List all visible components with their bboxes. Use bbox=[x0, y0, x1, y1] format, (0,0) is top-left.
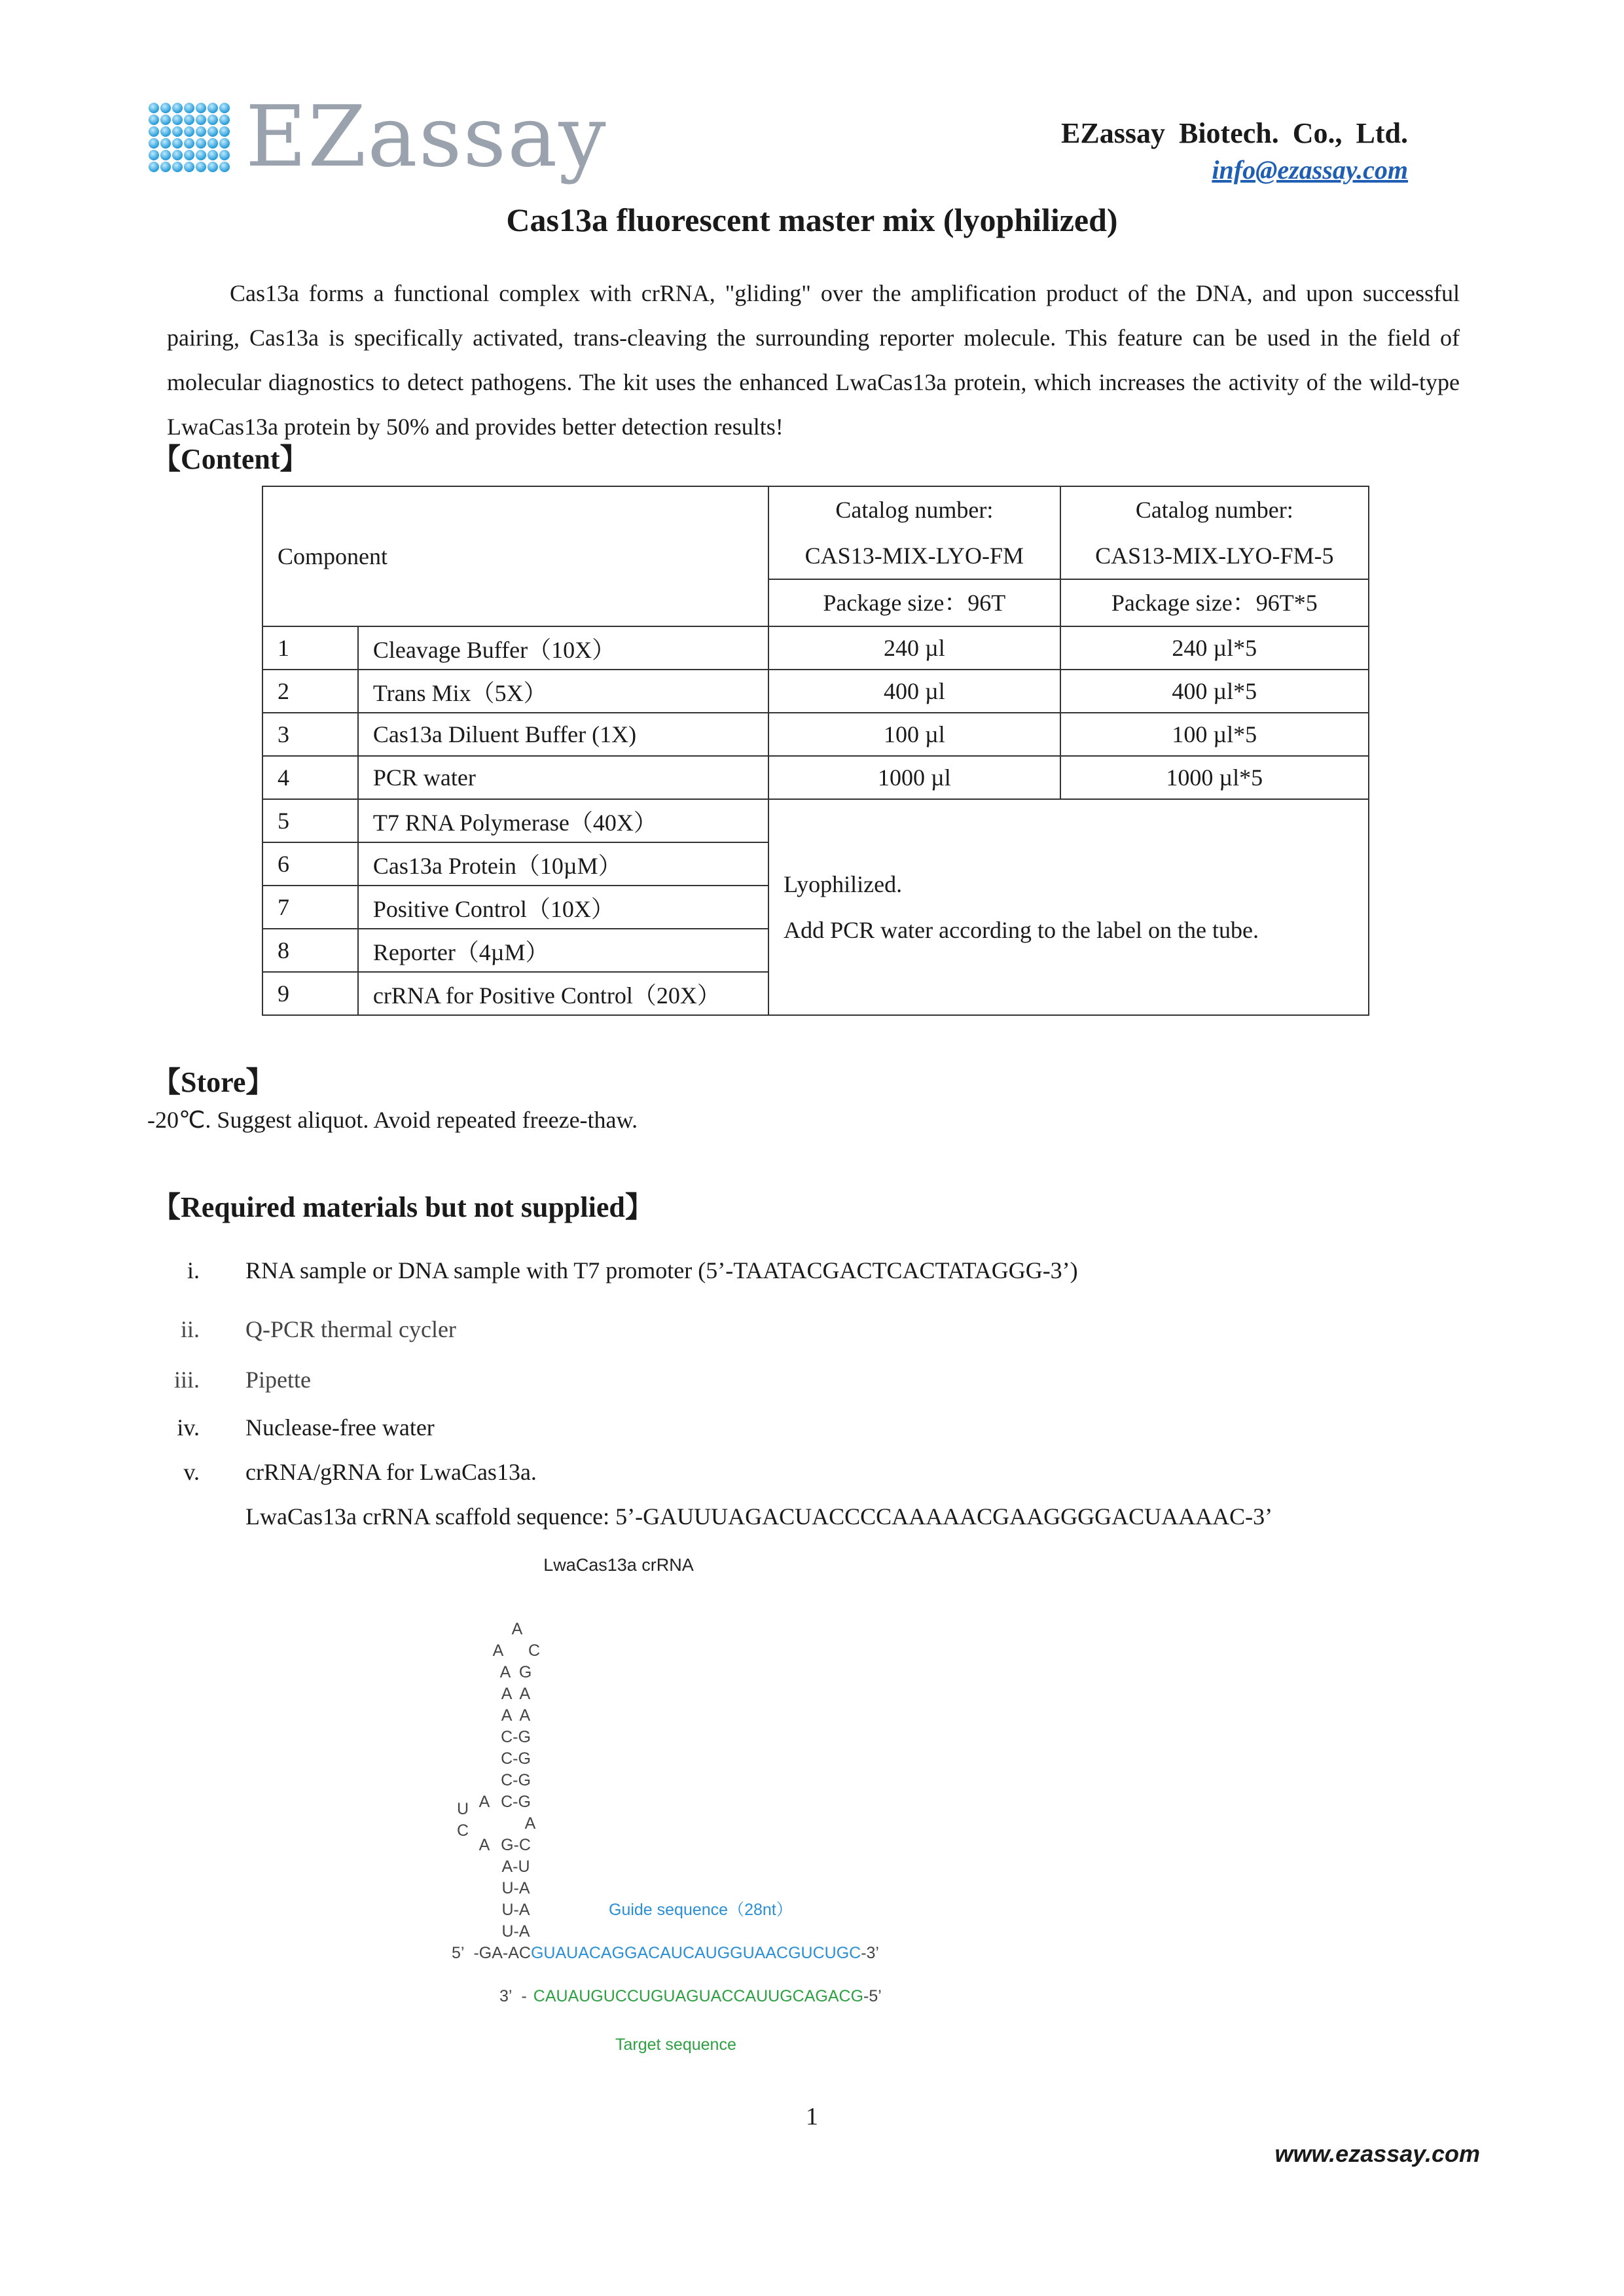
logo-wordmark: EZassay bbox=[245, 88, 607, 186]
bulge-a-upper: A bbox=[478, 1793, 490, 1811]
logo-dot bbox=[160, 162, 171, 172]
logo-dot bbox=[184, 103, 194, 113]
logo-dot bbox=[172, 138, 183, 149]
logo-dot bbox=[149, 103, 159, 113]
logo-dot bbox=[149, 115, 159, 125]
loop-left: A bbox=[492, 1641, 504, 1660]
logo-dot bbox=[172, 115, 183, 125]
row-component: crRNA for Positive Control（20X） bbox=[358, 972, 768, 1015]
lower-pair: U-A bbox=[501, 1922, 530, 1941]
company-logo bbox=[147, 88, 607, 187]
logo-dot bbox=[184, 150, 194, 160]
intro-paragraph: Cas13a forms a functional complex with crRNA, "gliding" over the amplification product of the DNA, and upon successful pairing, Cas13a is specifically activated, trans-cleaving the surrounding reporter molecule. This feature can be used in the field of molecular diagnostics to detect pathogens. The kit uses the enhanced LwaCas13a protein, which increases the activity of the wild-type LwaCas13a protein by 50% and provides better detection results! bbox=[167, 280, 1460, 440]
target-strand bbox=[499, 1987, 882, 2005]
logo-dot bbox=[196, 115, 206, 125]
material-item: Nuclease-free water bbox=[245, 1414, 435, 1441]
row-number: 3 bbox=[262, 713, 358, 756]
crrna-prefix: -GA-AC bbox=[473, 1944, 531, 1962]
material-item: crRNA/gRNA for LwaCas13a. bbox=[245, 1459, 537, 1485]
logo-dot bbox=[160, 103, 171, 113]
bulge-u: U bbox=[456, 1800, 469, 1818]
catalog-1-number: CAS13-MIX-LYO-FM bbox=[804, 543, 1024, 569]
logo-dot bbox=[149, 138, 159, 149]
component-header-cell: Component bbox=[262, 486, 768, 626]
logo-dot bbox=[149, 162, 159, 172]
logo-dot bbox=[149, 150, 159, 160]
content-heading: 【Content】 bbox=[152, 443, 309, 475]
logo-dots-icon bbox=[147, 101, 234, 172]
catalog-2-header-cell bbox=[1060, 486, 1369, 626]
logo-dot bbox=[208, 150, 218, 160]
logo-dot bbox=[184, 138, 194, 149]
logo-dot bbox=[172, 103, 183, 113]
catalog-2-label: Catalog number: bbox=[1135, 497, 1293, 523]
row-volume-2: 240 µl*5 bbox=[1060, 626, 1369, 670]
lower-pair: U-A bbox=[501, 1901, 530, 1919]
row-number: 5 bbox=[262, 799, 358, 842]
row-volume-1: 100 µl bbox=[768, 713, 1060, 756]
row-component: Reporter（4µM） bbox=[358, 929, 768, 972]
table-row bbox=[262, 670, 1369, 713]
row-component: Cleavage Buffer（10X） bbox=[358, 626, 768, 670]
loop-top: A bbox=[511, 1620, 523, 1638]
table-row bbox=[262, 713, 1369, 756]
crrna-3prime: -3’ bbox=[861, 1944, 879, 1962]
row-component: PCR water bbox=[358, 756, 768, 799]
package-1-size: Package size：96T bbox=[769, 579, 1059, 626]
row-number: 7 bbox=[262, 886, 358, 929]
logo-dot bbox=[208, 162, 218, 172]
logo-dot bbox=[219, 103, 230, 113]
logo-dot bbox=[196, 138, 206, 149]
logo-dot bbox=[172, 126, 183, 137]
scaffold-sequence: LwaCas13a crRNA scaffold sequence: 5’-GAUUUAGACUACCCCAAAAACGAAGGGGACUAAAAC-3’ bbox=[245, 1503, 1273, 1530]
lower-pair: U-A bbox=[501, 1879, 530, 1897]
catalog-1-header-cell bbox=[768, 486, 1060, 626]
logo-dot bbox=[184, 162, 194, 172]
logo-dot bbox=[196, 150, 206, 160]
logo-dot bbox=[160, 126, 171, 137]
target-3prime: 3’ bbox=[499, 1987, 513, 2005]
guide-label: Guide sequence（28nt） bbox=[609, 1901, 793, 1919]
contact-email-link[interactable]: info@ezassay.com bbox=[1212, 155, 1408, 185]
material-item: Pipette bbox=[245, 1367, 311, 1393]
logo-dot bbox=[219, 162, 230, 172]
row-volume-2: 400 µl*5 bbox=[1060, 670, 1369, 713]
logo-dot bbox=[172, 162, 183, 172]
material-number: iv. bbox=[177, 1414, 200, 1441]
logo-dot bbox=[219, 115, 230, 125]
lyophilized-line-2: Add PCR water according to the label on the tube. bbox=[784, 917, 1259, 943]
logo-dot bbox=[208, 138, 218, 149]
content-table bbox=[262, 486, 1369, 1016]
row-number: 2 bbox=[262, 670, 358, 713]
logo-dot bbox=[184, 115, 194, 125]
material-item: Q-PCR thermal cycler bbox=[245, 1316, 456, 1342]
row-number: 6 bbox=[262, 842, 358, 886]
row-volume-2: 100 µl*5 bbox=[1060, 713, 1369, 756]
row-number: 9 bbox=[262, 972, 358, 1015]
row-volume-1: 240 µl bbox=[768, 626, 1060, 670]
package-2-size: Package size：96T*5 bbox=[1061, 579, 1368, 626]
company-name: EZassay Biotech. Co., Ltd. bbox=[1061, 117, 1408, 149]
catalog-1-label: Catalog number: bbox=[835, 497, 994, 523]
website-link[interactable]: www.ezassay.com bbox=[1274, 2140, 1480, 2167]
material-item: RNA sample or DNA sample with T7 promoter (5’-TAATACGACTCACTATAGGG-3’) bbox=[245, 1257, 1078, 1283]
logo-dot bbox=[160, 150, 171, 160]
table-header-row bbox=[262, 486, 1369, 626]
row-volume-2: 1000 µl*5 bbox=[1060, 756, 1369, 799]
logo-dot bbox=[208, 103, 218, 113]
stem-pair: C-G bbox=[501, 1771, 531, 1789]
bulge-a-lower: A bbox=[478, 1836, 490, 1854]
logo-dot bbox=[208, 126, 218, 137]
target-sequence: CAUAUGUCCUGUAGUACCAUUGCAGACG bbox=[533, 1987, 864, 2005]
target-dash: - bbox=[521, 1987, 527, 2005]
stem-pair: A A bbox=[501, 1706, 531, 1725]
lyophilized-line-1: Lyophilized. bbox=[784, 871, 903, 897]
row-volume-1: 1000 µl bbox=[768, 756, 1060, 799]
logo-dot bbox=[149, 126, 159, 137]
logo-dot bbox=[196, 126, 206, 137]
diagram-title: LwaCas13a crRNA bbox=[543, 1555, 694, 1575]
loop-right: C bbox=[528, 1641, 541, 1660]
lower-pair: A-U bbox=[501, 1857, 530, 1876]
row-component: Cas13a Diluent Buffer (1X) bbox=[358, 713, 768, 756]
crrna-strand bbox=[452, 1944, 879, 1962]
material-number: iii. bbox=[173, 1367, 200, 1393]
guide-sequence: GUAUACAGGACAUCAUGGUAACGUCUGC bbox=[530, 1944, 861, 1962]
target-5prime: -5’ bbox=[863, 1987, 882, 2005]
logo-dot bbox=[208, 115, 218, 125]
row-component: T7 RNA Polymerase（40X） bbox=[358, 799, 768, 842]
material-number: v. bbox=[183, 1459, 200, 1485]
stem-pair: A G bbox=[499, 1663, 532, 1681]
store-text: -20℃. Suggest aliquot. Avoid repeated freeze-thaw. bbox=[147, 1107, 638, 1133]
stem-pair: A A bbox=[501, 1685, 531, 1703]
row-component: Positive Control（10X） bbox=[358, 886, 768, 929]
lower-pair: G-C bbox=[501, 1836, 531, 1854]
materials-heading: 【Required materials but not supplied】 bbox=[152, 1191, 654, 1223]
material-number: ii. bbox=[180, 1316, 200, 1342]
stem-pair: C-G bbox=[501, 1749, 531, 1768]
logo-dot bbox=[219, 150, 230, 160]
logo-dot bbox=[184, 126, 194, 137]
table-row bbox=[262, 756, 1369, 799]
logo-dot bbox=[219, 126, 230, 137]
logo-dot bbox=[160, 138, 171, 149]
logo-dot bbox=[196, 162, 206, 172]
material-number: i. bbox=[187, 1257, 200, 1283]
lyophilized-note-cell bbox=[768, 799, 1369, 1015]
logo-dot bbox=[172, 150, 183, 160]
row-component: Trans Mix（5X） bbox=[358, 670, 768, 713]
row-volume-1: 400 µl bbox=[768, 670, 1060, 713]
logo-dot bbox=[219, 138, 230, 149]
logo-dot bbox=[196, 103, 206, 113]
crrna-5prime: 5’ bbox=[452, 1944, 465, 1962]
table-row bbox=[262, 626, 1369, 670]
stem-pair: C-G bbox=[501, 1793, 531, 1811]
page-number: 1 bbox=[806, 2103, 818, 2130]
store-heading: 【Store】 bbox=[152, 1066, 275, 1098]
catalog-2-number: CAS13-MIX-LYO-FM-5 bbox=[1095, 543, 1334, 569]
row-number: 8 bbox=[262, 929, 358, 972]
table-row bbox=[262, 799, 1369, 842]
bulge-a-right: A bbox=[524, 1814, 536, 1833]
target-label: Target sequence bbox=[615, 2036, 736, 2054]
row-number: 4 bbox=[262, 756, 358, 799]
row-component: Cas13a Protein（10µM） bbox=[358, 842, 768, 886]
stem-pair: C-G bbox=[501, 1728, 531, 1746]
bulge-c: C bbox=[456, 1821, 469, 1840]
logo-dot bbox=[160, 115, 171, 125]
row-number: 1 bbox=[262, 626, 358, 670]
document-title: Cas13a fluorescent master mix (lyophilized) bbox=[506, 202, 1118, 238]
crrna-structure-diagram bbox=[432, 1551, 929, 2062]
